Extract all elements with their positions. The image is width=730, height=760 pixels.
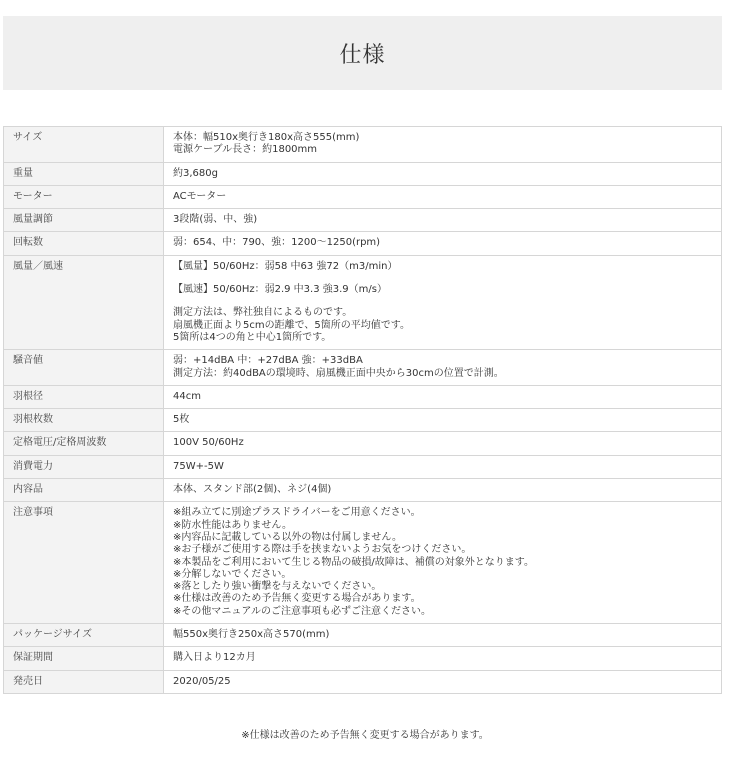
spec-row — [4, 432, 722, 455]
spec-value-line: ※落としたり強い衝撃を与えないでください。 — [173, 581, 382, 593]
spec-value-line: 測定方法は、弊社独自によるものです。 — [173, 307, 353, 319]
spec-row — [4, 185, 722, 208]
spec-value — [164, 432, 722, 455]
spec-value-line: 100V 50/60Hz — [173, 437, 244, 449]
spec-row — [4, 127, 722, 163]
spec-value-line: 扇風機正面より5cmの距離で、5箇所の平均値です。 — [173, 319, 410, 331]
spec-row — [4, 624, 722, 647]
spec-value — [164, 209, 722, 232]
spec-label: 羽根枚数 — [4, 409, 164, 432]
spec-value — [164, 350, 722, 386]
spec-label: 保証期間 — [4, 647, 164, 670]
spec-value-gap — [173, 296, 712, 307]
spec-label: サイズ — [4, 127, 164, 163]
spec-value-line: 弱：+14dBA 中：+27dBA 強：+33dBA — [173, 355, 363, 367]
spec-label: 注意事項 — [4, 502, 164, 624]
spec-label: 消費電力 — [4, 455, 164, 478]
page-title: 仕様 — [339, 42, 386, 68]
spec-value-line: 電源ケーブル長さ：約1800mm — [173, 144, 318, 156]
spec-row — [4, 670, 722, 693]
spec-value-line: ※内容品に記載している以外の物は付属しません。 — [173, 531, 402, 543]
spec-row — [4, 232, 722, 255]
spec-table-body — [4, 127, 722, 694]
spec-value — [164, 624, 722, 647]
spec-value — [164, 455, 722, 478]
spec-label: モーター — [4, 185, 164, 208]
spec-value — [164, 502, 722, 624]
spec-value — [164, 232, 722, 255]
spec-value-line: 約3,680g — [173, 167, 218, 179]
spec-row — [4, 350, 722, 386]
spec-value-line: ※組み立てに別途プラスドライバーをご用意ください。 — [173, 507, 421, 519]
spec-label: 定格電圧/定格周波数 — [4, 432, 164, 455]
spec-value — [164, 670, 722, 693]
spec-value-line: 幅550x奥行き250x高さ570(mm) — [173, 629, 330, 641]
spec-value-line: 弱：654、中：790、強：1200～1250(rpm) — [173, 237, 381, 249]
spec-value-line: ACモーター — [173, 190, 227, 202]
spec-label: 騒音値 — [4, 350, 164, 386]
spec-row — [4, 409, 722, 432]
spec-row — [4, 255, 722, 349]
spec-value — [164, 647, 722, 670]
spec-table — [3, 126, 722, 694]
spec-label: 風量／風速 — [4, 255, 164, 349]
spec-value — [164, 127, 722, 163]
spec-value — [164, 255, 722, 349]
spec-label: パッケージサイズ — [4, 624, 164, 647]
spec-value-line: 5箇所は4つの角と中心1箇所です。 — [173, 331, 332, 343]
spec-row — [4, 209, 722, 232]
spec-value — [164, 409, 722, 432]
spec-value-line: 5枚 — [173, 414, 190, 426]
spec-row — [4, 502, 722, 624]
spec-row — [4, 479, 722, 502]
spec-row — [4, 162, 722, 185]
spec-label: 発売日 — [4, 670, 164, 693]
spec-value-line: 本体、スタンド部(2個)、ネジ(4個) — [173, 484, 332, 496]
spec-value-line: 3段階(弱、中、強) — [173, 214, 258, 226]
spec-value-line: 44cm — [173, 390, 201, 402]
spec-label: 回転数 — [4, 232, 164, 255]
spec-value-line: ※分解しないでください。 — [173, 568, 292, 580]
spec-label: 重量 — [4, 162, 164, 185]
spec-value-line: 【風量】50/60Hz：弱58 中63 強72（m3/min） — [173, 260, 398, 272]
spec-value — [164, 185, 722, 208]
spec-value-line: ※その他マニュアルのご注意事項も必ずご注意ください。 — [173, 605, 431, 617]
spec-label: 風量調節 — [4, 209, 164, 232]
spec-value — [164, 479, 722, 502]
spec-value-line: ※本製品をご利用において生じる物品の破損/故障は、補償の対象外となります。 — [173, 556, 534, 568]
spec-value-gap — [173, 273, 712, 284]
spec-value-line: 測定方法：約40dBAの環境時、扇風機正面中央から30cmの位置で計測。 — [173, 367, 504, 379]
spec-row — [4, 455, 722, 478]
footnote: ※仕様は改善のため予告無く変更する場合があります。 — [241, 730, 489, 741]
spec-value-line: ※お子様がご使用する際は手を挟まないようお気をつけください。 — [173, 544, 472, 556]
spec-value-line: 購入日より12カ月 — [173, 652, 256, 664]
spec-value-line: ※防水性能はありません。 — [173, 519, 292, 531]
spec-value-line: 2020/05/25 — [173, 675, 231, 687]
spec-label: 羽根径 — [4, 385, 164, 408]
spec-value-line: ※仕様は改善のため予告無く変更する場合があります。 — [173, 593, 421, 605]
spec-row — [4, 385, 722, 408]
spec-value-line: 【風速】50/60Hz：弱2.9 中3.3 強3.9（m/s） — [173, 284, 387, 296]
title-bar — [3, 16, 722, 90]
spec-value — [164, 162, 722, 185]
spec-value — [164, 385, 722, 408]
spec-value-line: 75W+-5W — [173, 460, 224, 472]
spec-value-line: 本体：幅510x奥行き180x高さ555(mm) — [173, 132, 360, 143]
spec-row — [4, 647, 722, 670]
spec-label: 内容品 — [4, 479, 164, 502]
